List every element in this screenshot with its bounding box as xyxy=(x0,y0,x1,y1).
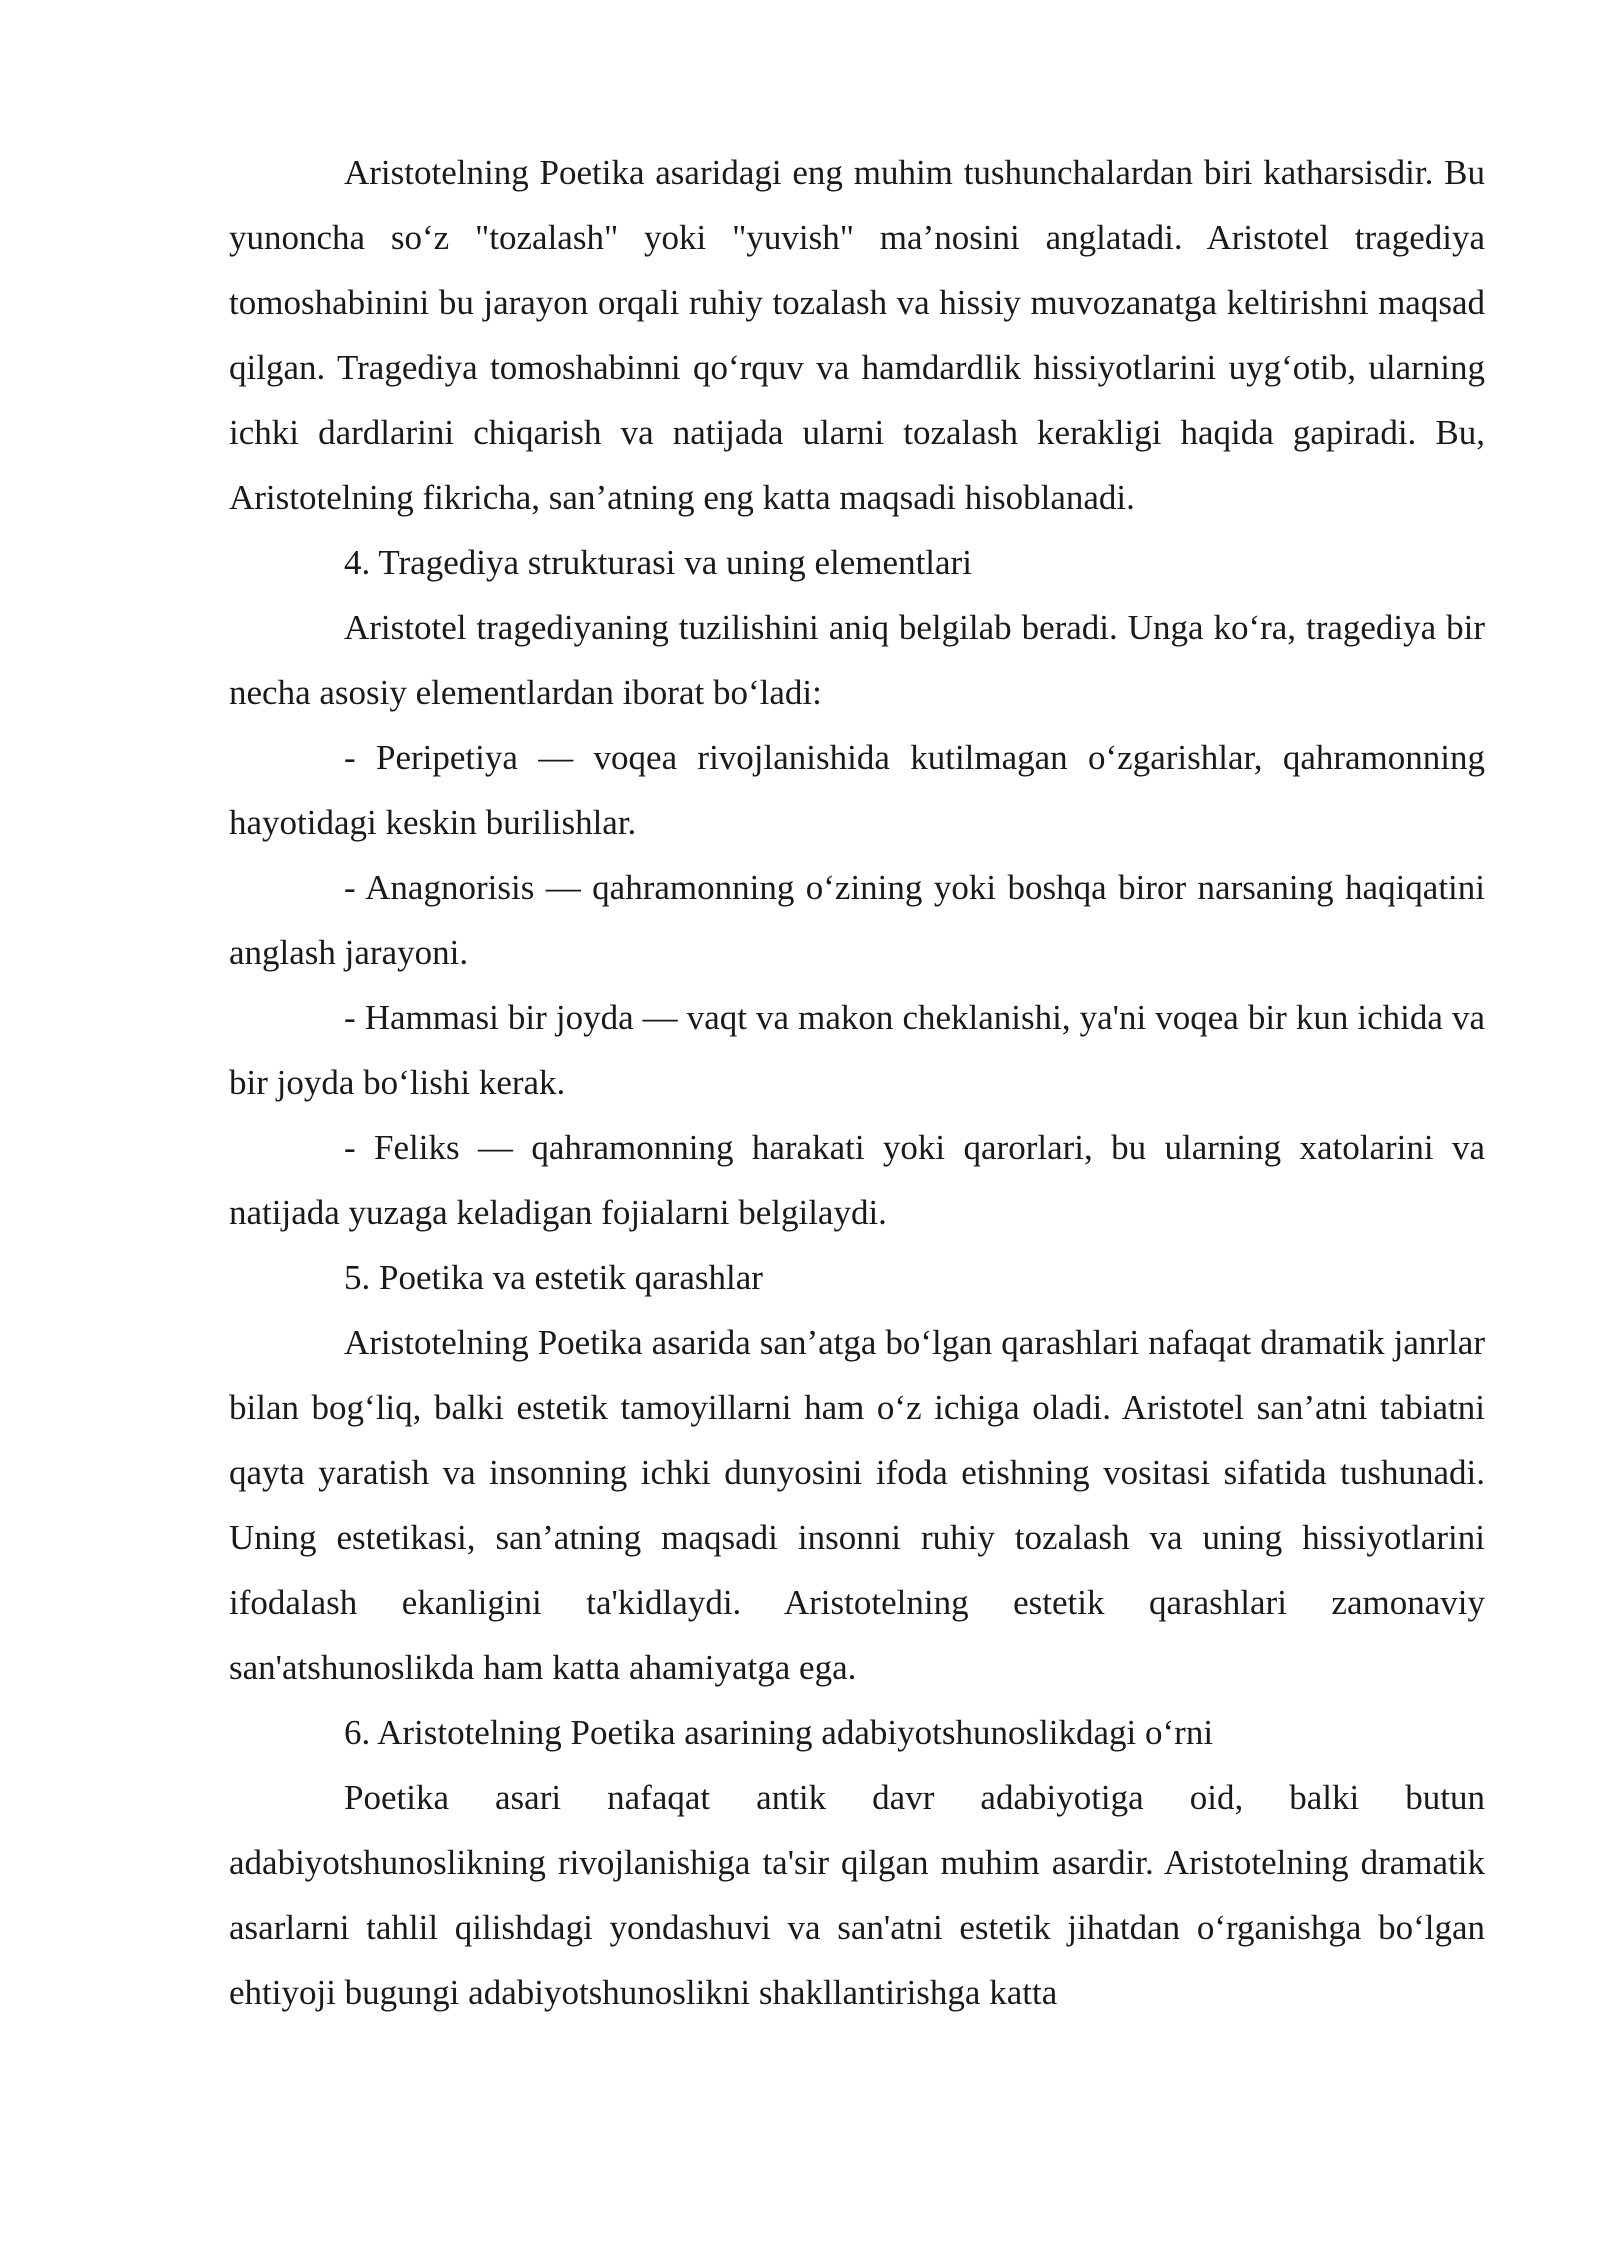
paragraph-katharsis: Aristotelning Poetika asaridagi eng muhim tushunchalardan biri katharsisdir. Bu yunoncha so‘z "tozalash" yoki "yuvish" ma’nosini anglatadi. Aristotel tragediya tomoshabinini bu jarayon orqali ruhiy tozalash va hissiy muvozanatga keltirishni maqsad qilgan. Tragediya tomoshabinni qo‘rquv va hamdardlik hissiyotlarini uyg‘otib, ularning ichki dardlarini chiqarish va natijada ularni tozalash kerakligi haqida gapiradi. Bu, Aristotelning fikricha, san’atning eng katta maqsadi hisoblanadi. xyxy=(229,153,1485,517)
list-item-feliks: - Feliks — qahramonning harakati yoki qarorlari, bu ularning xatolarini va natijada yuzaga keladigan fojialarni belgilaydi. xyxy=(229,1128,1485,1232)
paragraph-aesthetics: Aristotelning Poetika asarida san’atga bo‘lgan qarashlari nafaqat dramatik janrlar bilan bog‘liq, balki estetik tamoyillarni ham o‘z ichiga oladi. Aristotel san’atni tabiatni qayta yaratish va insonning ichki dunyosini ifoda etishning vositasi sifatida tushunadi. Uning estetikasi, san’atning maqsadi insonni ruhiy tozalash va uning hissiyotlarini ifodalash ekanligini ta'kidlaydi. Aristotelning estetik qarashlari zamonaviy san'atshunoslikda ham katta ahamiyatga ega. xyxy=(229,1323,1485,1687)
section-heading-6: 6. Aristotelning Poetika asarining adabiyotshunoslikdagi o‘rni xyxy=(344,1713,1214,1752)
paragraph-literary-role: Poetika asari nafaqat antik davr adabiyotiga oid, balki butun adabiyotshunoslikning rivojlanishiga ta'sir qilgan muhim asardir. Aristotelning dramatik asarlarni tahlil qilishdagi yondashuvi va san'atni estetik jihatdan o‘rganishga bo‘lgan ehtiyoji bugungi adabiyotshunoslikni shakllantirishga katta xyxy=(229,1778,1485,2012)
paragraph-tragedy-structure: Aristotel tragediyaning tuzilishini aniq belgilab beradi. Unga ko‘ra, tragediya bir necha asosiy elementlardan iborat bo‘ladi: xyxy=(229,608,1485,712)
list-item-peripetiya: - Peripetiya — voqea rivojlanishida kutilmagan o‘zgarishlar, qahramonning hayotidagi keskin burilishlar. xyxy=(229,738,1485,842)
list-item-hammasi-bir-joyda: - Hammasi bir joyda — vaqt va makon cheklanishi, ya'ni voqea bir kun ichida va bir joyda bo‘lishi kerak. xyxy=(229,998,1485,1102)
document-body xyxy=(229,140,1485,2025)
list-item-anagnorisis: - Anagnorisis — qahramonning o‘zining yoki boshqa biror narsaning haqiqatini anglash jarayoni. xyxy=(229,868,1485,972)
section-heading-4: 4. Tragediya strukturasi va uning elementlari xyxy=(344,543,972,582)
section-heading-5: 5. Poetika va estetik qarashlar xyxy=(344,1258,763,1297)
